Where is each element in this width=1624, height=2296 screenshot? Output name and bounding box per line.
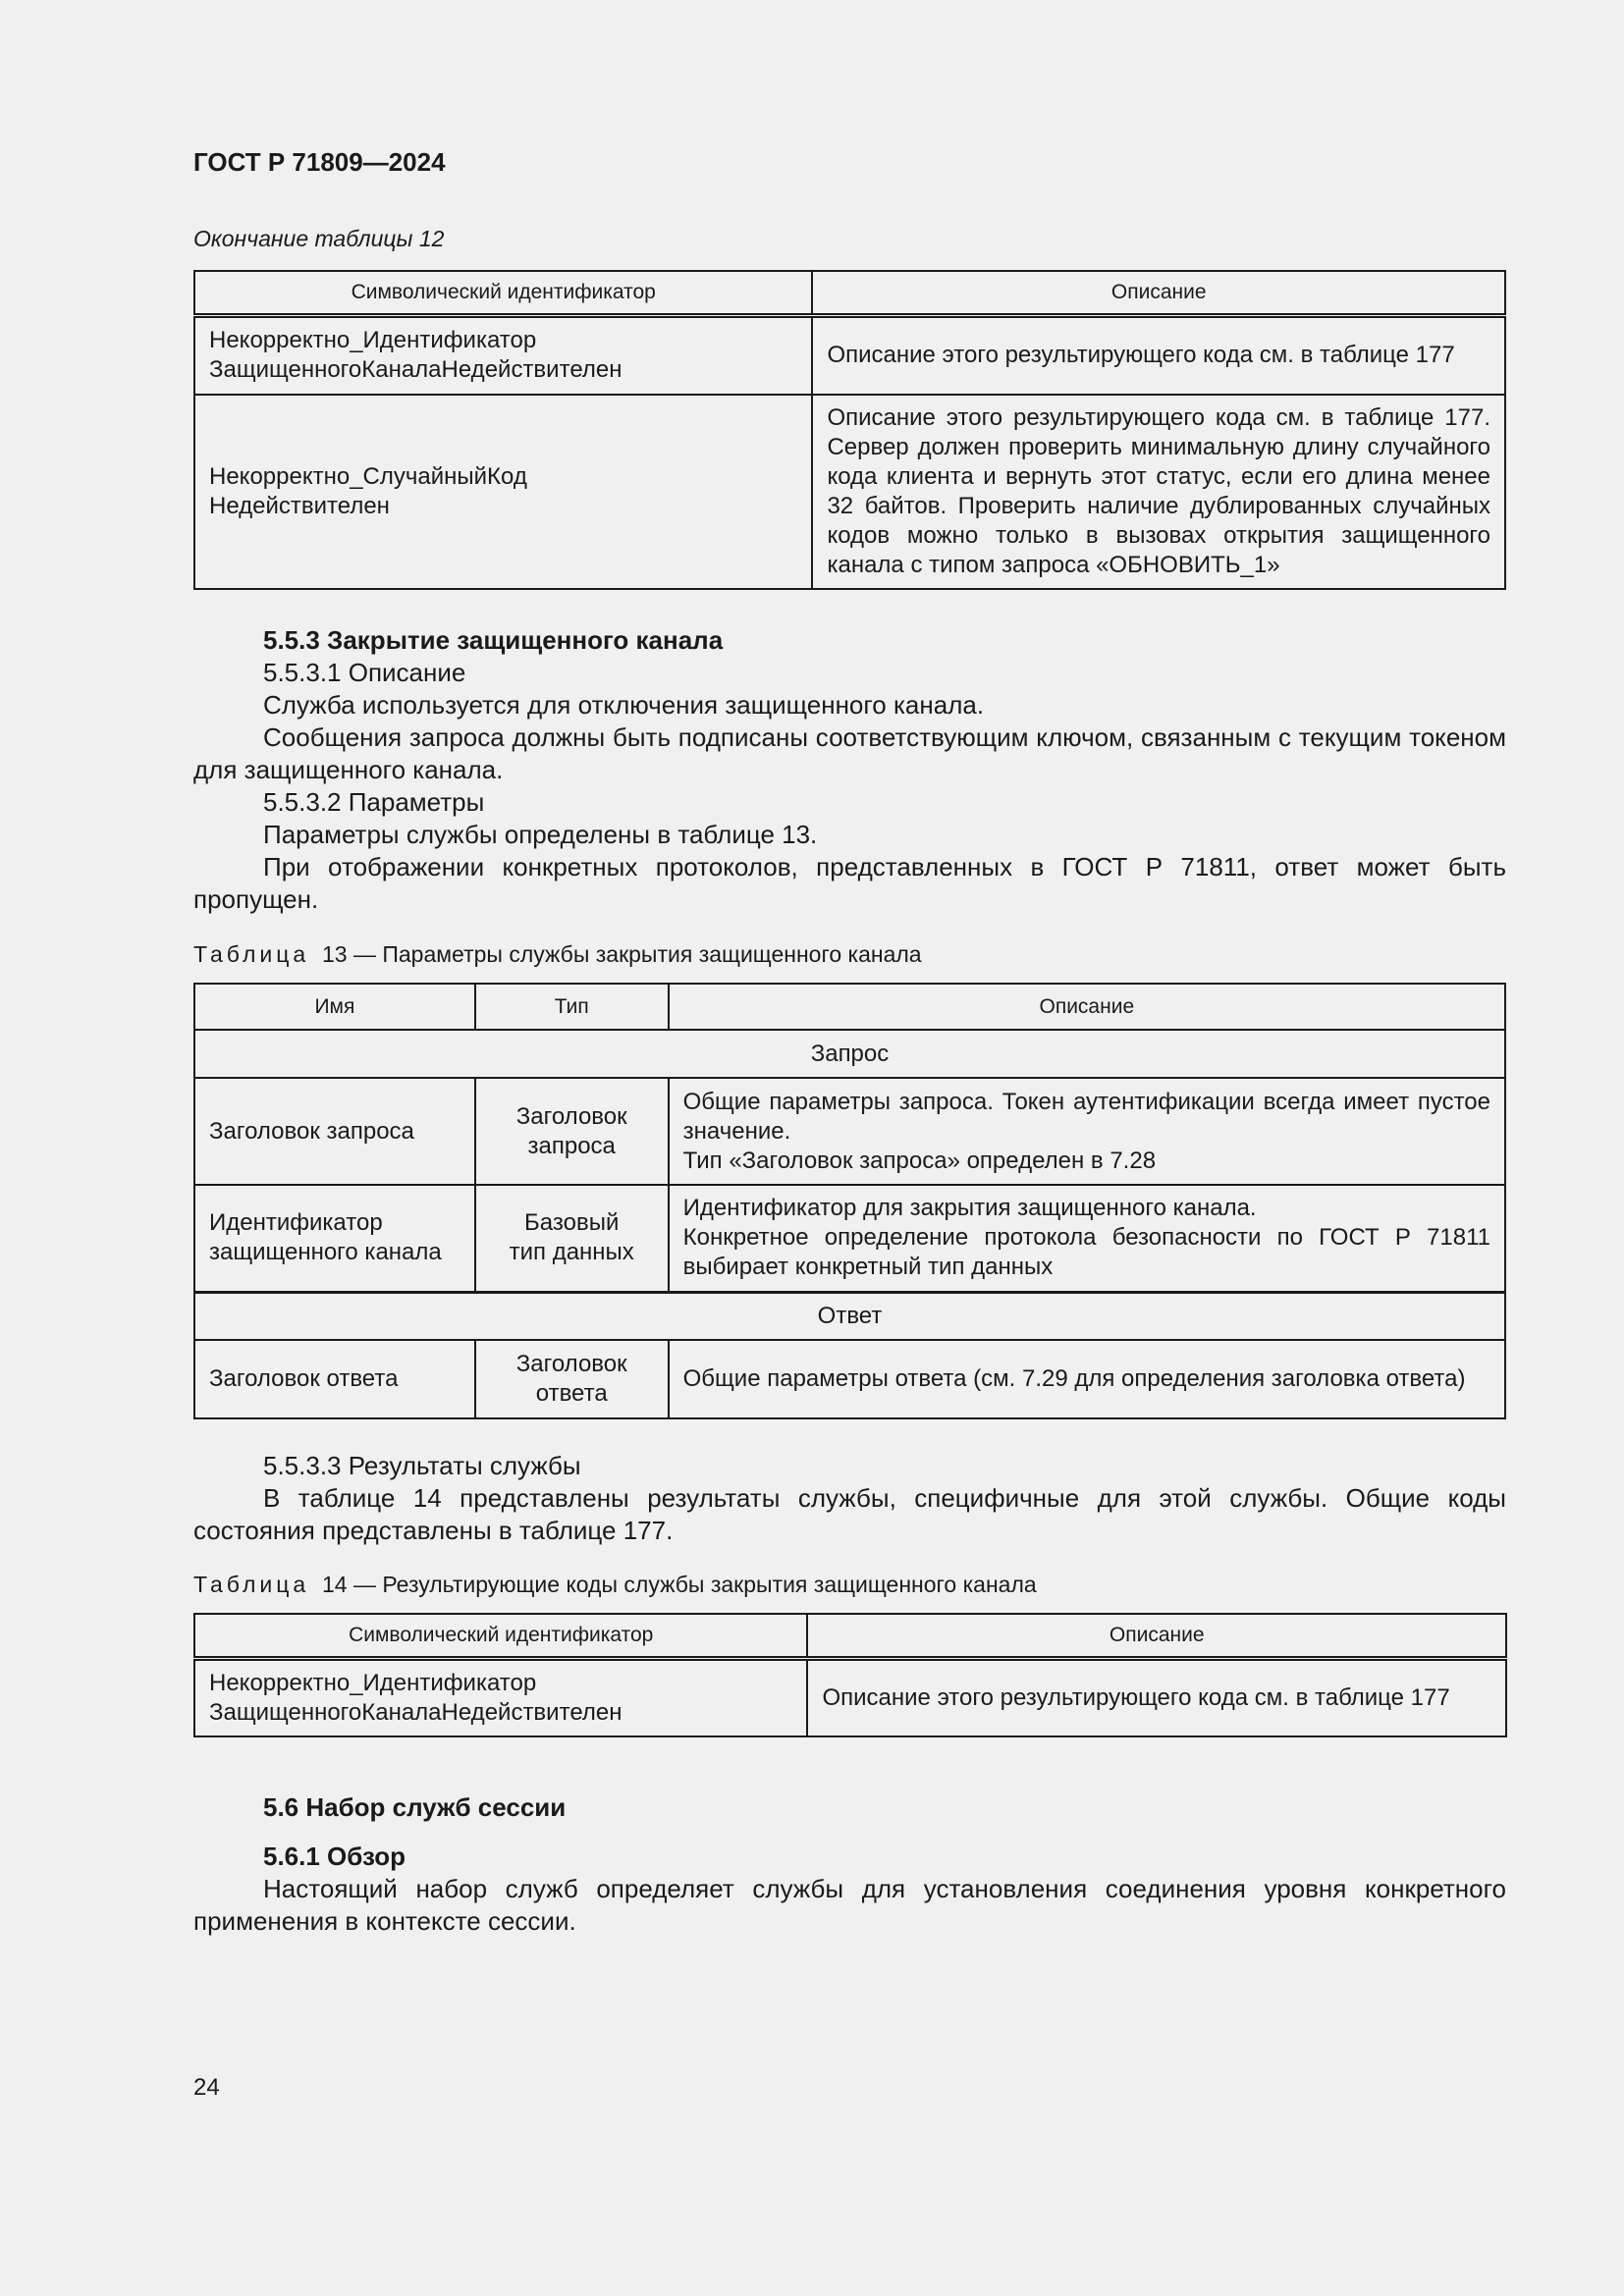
caption-text: 13 — Параметры службы закрытия защищенного канала [321, 941, 922, 967]
type-line: ответа [535, 1380, 608, 1407]
section-row-response [194, 1292, 1505, 1340]
table-14 [193, 1613, 1507, 1737]
section-heading: 5.6 Набор служб сессии [263, 1792, 567, 1822]
column-header-identifier: Символический идентификатор [194, 1614, 807, 1659]
column-header-description: Описание [807, 1614, 1506, 1659]
column-header-name: Имя [194, 984, 475, 1030]
name-cell [194, 1185, 475, 1292]
type-cell [475, 1340, 669, 1418]
type-line: Заголовок [515, 1351, 627, 1377]
subsection-heading: 5.5.3.3 Результаты службы [263, 1451, 581, 1480]
section-5-5-3 [193, 624, 1506, 916]
description-line: Тип «Заголовок запроса» определен в 7.28 [682, 1147, 1157, 1174]
description-line: Конкретное определение протокола безопасности по ГОСТ Р 71811 выбирает конкретный тип данных [682, 1224, 1490, 1281]
description-cell: Описание этого результирующего кода см. в таблице 177 [812, 316, 1505, 395]
name-cell: Заголовок запроса [194, 1078, 475, 1185]
table-row [194, 1185, 1505, 1292]
section-heading: 5.5.3 Закрытие защищенного канала [263, 625, 724, 655]
name-line: Идентификатор [209, 1209, 383, 1237]
table-12 [193, 270, 1506, 590]
description-cell: Общие параметры ответа (см. 7.29 для определения заголовка ответа) [669, 1340, 1505, 1418]
paragraph: Сообщения запроса должны быть подписаны соответствующим ключом, связанным с текущим токеном для защищенного канала. [193, 722, 1506, 784]
column-header-identifier: Символический идентификатор [194, 271, 812, 316]
table-row [194, 1659, 1506, 1736]
type-cell [475, 1078, 669, 1185]
identifier-cell [194, 1659, 807, 1736]
table-header-row [194, 984, 1505, 1030]
caption-word: Таблица [193, 1572, 310, 1597]
section-label: Запрос [194, 1030, 1505, 1078]
paragraph: В таблице 14 представлены результаты службы, специфичные для этой службы. Общие коды состояния представлены в таблице 177. [193, 1483, 1506, 1545]
section-label: Ответ [194, 1292, 1505, 1340]
name-line: защищенного канала [209, 1239, 442, 1266]
column-header-description: Описание [812, 271, 1505, 316]
identifier-cell [194, 316, 812, 395]
description-line: Идентификатор для закрытия защищенного канала. [682, 1195, 1257, 1222]
identifier-line: Некорректно_СлучайныйКод [209, 462, 527, 490]
paragraph: Настоящий набор служб определяет службы для установления соединения уровня конкретного применения в контексте сессии. [193, 1874, 1506, 1936]
description-cell: Описание этого результирующего кода см. в таблице 177 [807, 1659, 1506, 1736]
type-line: Заголовок [515, 1102, 627, 1130]
section-5-6 [193, 1791, 1506, 1824]
column-header-description: Описание [669, 984, 1505, 1030]
section-row-request [194, 1030, 1505, 1078]
table-row [194, 1078, 1505, 1185]
column-header-type: Тип [475, 984, 669, 1030]
table-13-caption [193, 941, 922, 968]
section-5-5-3-3 [193, 1450, 1506, 1547]
table-12-caption: Окончание таблицы 12 [193, 226, 445, 251]
name-cell: Заголовок ответа [194, 1340, 475, 1418]
subsection-heading: 5.5.3.1 Описание [263, 658, 466, 687]
caption-text: 14 — Результирующие коды службы закрытия защищенного канала [321, 1572, 1037, 1597]
paragraph: Параметры службы определены в таблице 13. [263, 820, 818, 849]
table-row [194, 1340, 1505, 1418]
description-cell [669, 1078, 1505, 1185]
type-line: Базовый [524, 1209, 620, 1237]
subsection-heading: 5.6.1 Обзор [263, 1842, 406, 1871]
table-header-row [194, 1614, 1506, 1659]
identifier-line: Некорректно_Идентификатор [209, 1669, 537, 1696]
table-header-row [194, 271, 1505, 316]
description-line: Общие параметры запроса. Токен аутентификации всегда имеет пустое значение. [682, 1088, 1490, 1145]
type-cell [475, 1185, 669, 1292]
table-14-caption [193, 1572, 1037, 1598]
description-cell: Описание этого результирующего кода см. в таблице 177. Сервер должен проверить минимальную длину случайного кода клиента и вернуть этот статус, если его длина менее 32 байтов. Проверить наличие дублированных случайных кодов можно только в вызовах открытия защищенного канала с типом запроса «ОБНОВИТЬ_1» [812, 395, 1505, 589]
table-row [194, 316, 1505, 395]
identifier-line: Некорректно_Идентификатор [209, 327, 537, 354]
type-line: тип данных [509, 1239, 634, 1266]
paragraph: При отображении конкретных протоколов, представленных в ГОСТ Р 71811, ответ может быть пропущен. [193, 852, 1506, 914]
type-line: запроса [527, 1132, 616, 1159]
page-number: 24 [193, 2074, 220, 2101]
identifier-line: ЗащищенногоКаналаНедействителен [209, 356, 623, 384]
paragraph: Служба используется для отключения защищенного канала. [263, 690, 985, 720]
identifier-cell [194, 395, 812, 589]
description-cell [669, 1185, 1505, 1292]
subsection-heading: 5.5.3.2 Параметры [263, 787, 485, 817]
table-row [194, 395, 1505, 589]
caption-word: Таблица [193, 941, 310, 967]
document-header: ГОСТ Р 71809—2024 [193, 147, 446, 177]
table-13 [193, 983, 1506, 1419]
identifier-line: Недействителен [209, 492, 390, 519]
identifier-line: ЗащищенногоКаналаНедействителен [209, 1698, 623, 1726]
section-5-6-1 [193, 1841, 1506, 1938]
